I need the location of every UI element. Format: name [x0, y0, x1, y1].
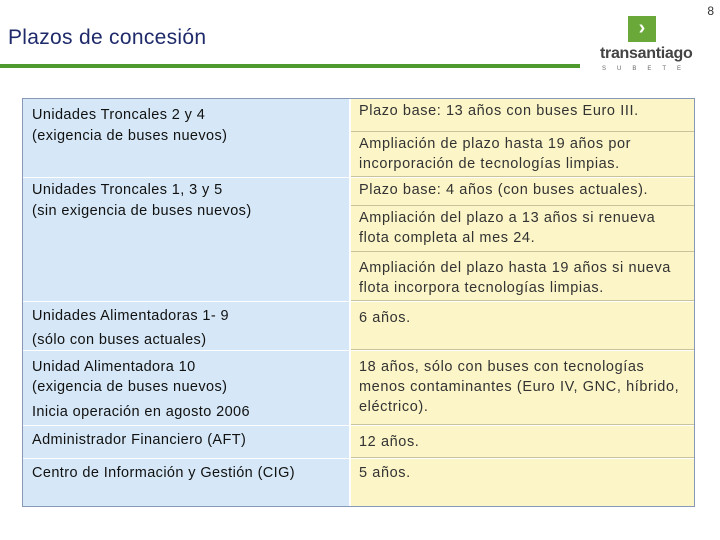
- page-title: Plazos de concesión: [8, 26, 207, 49]
- unit-label: Unidades Alimentadoras 1- 9: [32, 308, 229, 324]
- title-underline: [0, 64, 580, 68]
- logo-wordmark: transantiago: [600, 45, 693, 62]
- unit-label: Administrador Financiero (AFT): [32, 432, 247, 448]
- term-cell: 18 años, sólo con buses con tecnologías menos contaminantes (Euro IV, GNC, híbrido, eléctrico).: [351, 351, 694, 425]
- unit-cell-aft: [23, 426, 349, 458]
- unit-sublabel: (exigencia de buses nuevos): [32, 128, 228, 144]
- term-cell: Plazo base: 13 años con buses Euro III.: [351, 99, 694, 132]
- unit-label: Unidades Troncales 1, 3 y 5: [32, 182, 223, 198]
- term-cell: Plazo base: 4 años (con buses actuales).: [351, 178, 694, 206]
- unit-label: Unidad Alimentadora 10: [32, 359, 196, 375]
- logo-arrow-icon: ›: [628, 16, 656, 42]
- term-cell: Ampliación del plazo hasta 19 años si nueva flota incorpora tecnologías limpias.: [351, 252, 694, 301]
- term-column: [351, 99, 694, 506]
- term-cell: Ampliación de plazo hasta 19 años por incorporación de tecnologías limpias.: [351, 132, 694, 177]
- unit-cell-alimentadora-10: [23, 351, 349, 425]
- page-number: 8: [707, 4, 714, 18]
- unit-cell-alimentadoras-1-9: [23, 302, 349, 350]
- unit-cell-cig: [23, 459, 349, 506]
- unit-note: Inicia operación en agosto 2006: [32, 404, 250, 420]
- unit-sublabel: (sólo con buses actuales): [32, 332, 207, 348]
- unit-cell-troncales-2-4: [23, 99, 349, 177]
- unit-sublabel: (sin exigencia de buses nuevos): [32, 203, 252, 219]
- unit-cell-troncales-1-3-5: [23, 178, 349, 301]
- unit-label: Unidades Troncales 2 y 4: [32, 107, 206, 123]
- transantiago-logo: [596, 14, 693, 74]
- concession-table: [22, 98, 695, 507]
- unit-label: Centro de Información y Gestión (CIG): [32, 465, 296, 481]
- term-cell: 12 años.: [351, 426, 694, 458]
- term-cell: 5 años.: [351, 459, 694, 506]
- unit-sublabel: (exigencia de buses nuevos): [32, 379, 228, 395]
- term-cell: 6 años.: [351, 302, 694, 350]
- term-cell: Ampliación del plazo a 13 años si renueva flota completa al mes 24.: [351, 206, 694, 252]
- logo-tagline: SUBETE: [602, 66, 693, 72]
- unit-column: [23, 99, 349, 506]
